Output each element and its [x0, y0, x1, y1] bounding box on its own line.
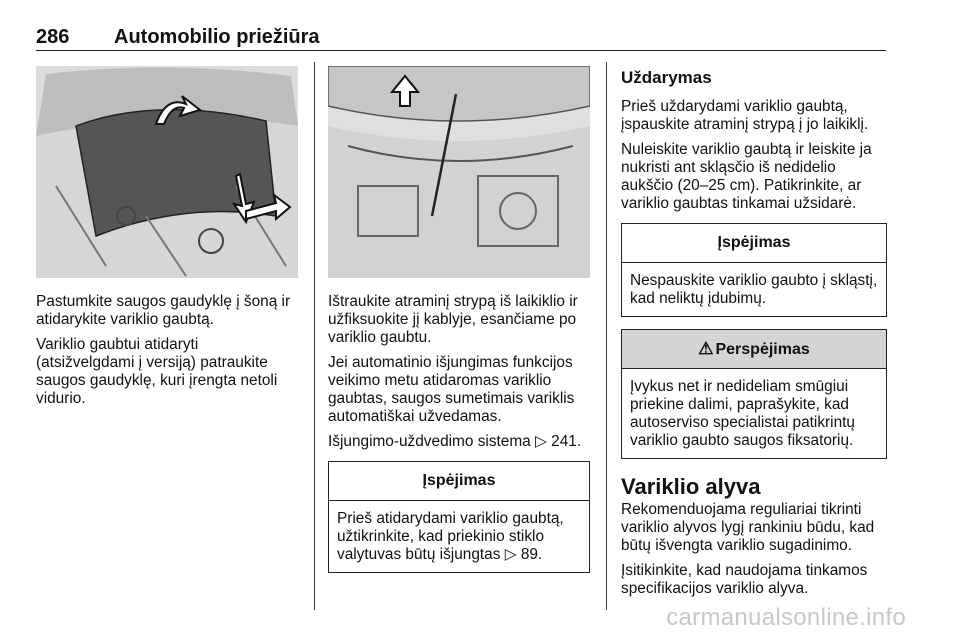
page-header [36, 26, 886, 51]
catch-caution-header [622, 330, 886, 369]
column-3 [621, 68, 887, 605]
dent-warning-body: Nespauskite variklio gaubto į skląstį, kad neliktų įdubimų. [630, 272, 878, 307]
stop-start-page-ref[interactable]: 241. [551, 433, 582, 450]
site-watermark: carmanualsonline.info [666, 604, 906, 631]
reference-arrow-icon: ▷ [504, 546, 517, 563]
engine-oil-heading: Variklio alyva [621, 474, 761, 499]
engine-oil-check-note: Rekomenduojama reguliariai tikrinti variklio alyvos lygį rankiniu būdu, kad būtų išvengta variklio sugadinimo. [621, 501, 875, 554]
column-2 [328, 293, 590, 573]
hood-catch-instruction: Pastumkite saugos gaudyklę į šoną ir atidarykite variklio gaubtą. [36, 293, 291, 328]
wiper-warning-text: Prieš atidarydami variklio gaubtą, užtikrinkite, kad priekinio stiklo valytuvas būtų išjungtas [337, 510, 564, 563]
closing-step-1: Prieš uždarydami variklio gaubtą, įspauskite atraminį strypą į jo laikiklį. [621, 98, 869, 133]
dent-warning-box [621, 223, 887, 317]
closing-heading: Uždarymas [621, 68, 712, 87]
catch-caution-body: Įvykus net ir nedideliam smūgiui priekine dalimi, paprašykite, kad autoserviso specialistai patikrintų variklio gaubto saugos fiksatorių. [630, 378, 855, 449]
auto-stop-note: Jei automatinio išjungimas funkcijos veikimo metu atidaromas variklio gaubtas, saugos sumetimais variklis automatiškai užvedamas. [328, 354, 575, 425]
catch-caution-box [621, 329, 887, 459]
column-divider-2 [606, 62, 607, 610]
stop-start-reference [328, 433, 590, 451]
wiper-warning-title: Įspėjimas [329, 462, 589, 501]
hood-catch-illustration [36, 66, 298, 278]
catch-caution-title: Perspėjimas [715, 341, 810, 358]
prop-rod-instruction: Ištraukite atraminį strypą iš laikiklio ir užfiksuokite jį kablyje, esančiame po variklio gaubtu. [328, 293, 578, 346]
column-1 [36, 293, 298, 415]
prop-rod-illustration [328, 66, 590, 278]
hood-catch-version-note: Variklio gaubtui atidaryti (atsižvelgdami į versiją) patraukite saugos gaudyklę, kuri įrengta netoli vidurio. [36, 336, 278, 407]
wiper-page-ref[interactable]: 89. [520, 546, 543, 563]
engine-oil-spec-note: Įsitikinkite, kad naudojama tinkamos specifikacijos variklio alyva. [621, 562, 868, 597]
warning-triangle-icon: ⚠ [698, 339, 714, 358]
page-title: Automobilio priežiūra [114, 26, 320, 48]
column-divider-1 [314, 62, 315, 610]
wiper-warning-body [329, 501, 589, 572]
dent-warning-title: Įspėjimas [622, 224, 886, 263]
reference-arrow-icon: ▷ [535, 433, 547, 450]
wiper-warning-box [328, 461, 590, 573]
stop-start-label: Išjungimo-uždvedimo sistema [328, 433, 531, 450]
closing-step-2: Nuleiskite variklio gaubtą ir leiskite ja nukristi ant skląsčio iš nedidelio aukščio (20–25 cm). Patikrinkite, ar variklio gaubtas tinkamai užsidarė. [621, 141, 872, 212]
page-number: 286 [36, 26, 70, 48]
